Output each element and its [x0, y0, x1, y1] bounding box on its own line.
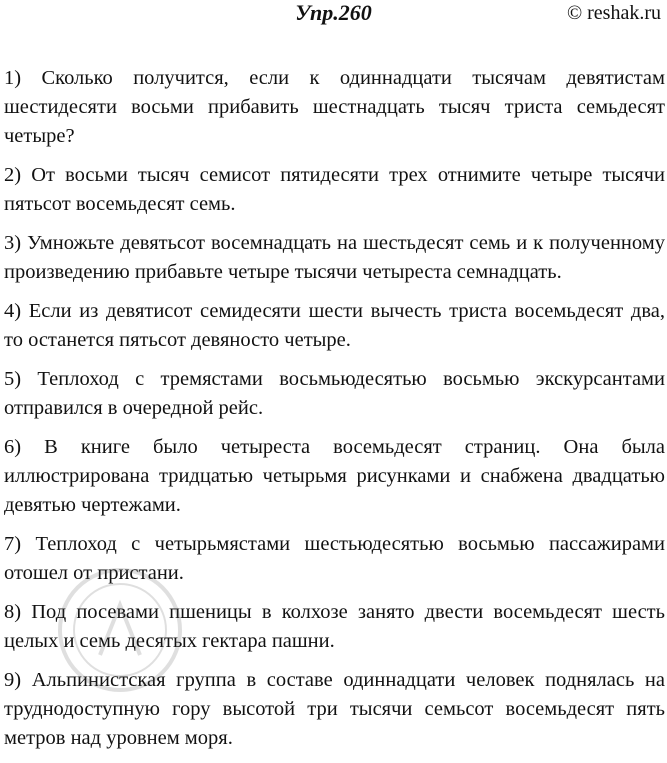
- sentence-6: 6) В книге было четыреста восемьдесят страниц. Она была иллюстрирована тридцатью четырьмя рисунками и снабжена двадцатью девятью чертежами.: [4, 436, 665, 516]
- sentence-9: 9) Альпинистская группа в составе одиннадцати человек поднялась на труднодоступную гору высотой три тысячи семьсот восемьдесят пять метров над уровнем моря.: [4, 669, 665, 749]
- watermark-seal: [50, 560, 190, 700]
- sentence-2: 2) От восьми тысяч семисот пятидесяти трех отнимите четыре тысячи пятьсот восемьдесят семь.: [4, 164, 665, 215]
- sentence-1: 1) Сколько получится, если к одиннадцати тысячам девятистам шестидесяти восьми прибавить шестнадцать тысяч триста семьдесят четыре?: [4, 67, 665, 147]
- exercise-title: Упр.260: [295, 0, 372, 25]
- sentence-7: 7) Теплоход с четырьмястами шестьюдесятью восьмью пассажирами отошел от пристани.: [4, 533, 665, 584]
- page-header: [0, 0, 667, 30]
- sentence-4: 4) Если из девятисот семидесяти шести вычесть триста восемьдесят два, то останется пятьсот девяносто четыре.: [4, 300, 665, 351]
- sentence-5: 5) Теплоход с тремястами восьмьюдесятью восьмью экскурсантами отправился в очередной рейс.: [4, 368, 665, 419]
- sentence-3: 3) Умножьте девятьсот восемнадцать на шестьдесят семь и к полученному произведению прибавьте четыре тысячи четыреста семнадцать.: [4, 232, 665, 283]
- sentence-8: 8) Под посевами пшеницы в колхозе занято двести восемьдесят шесть целых и семь десятых гектара пашни.: [4, 601, 665, 652]
- site-credit: © reshak.ru: [566, 2, 661, 24]
